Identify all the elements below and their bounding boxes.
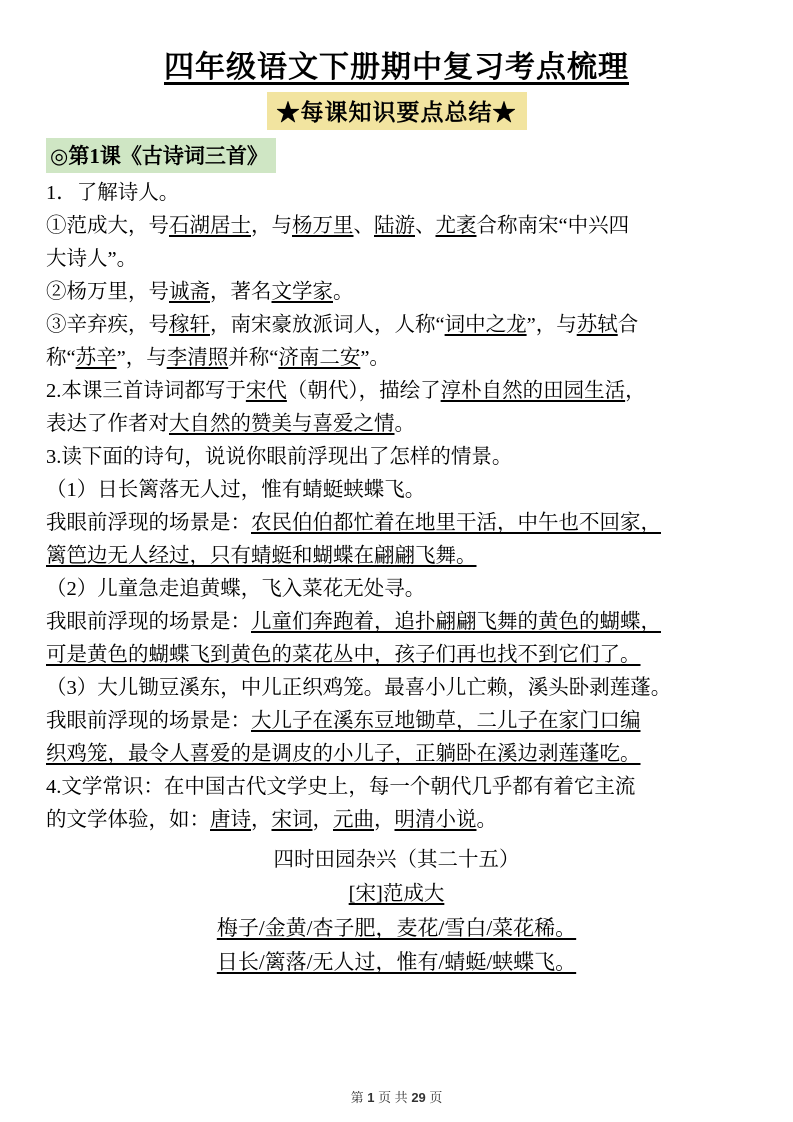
page-footer (0, 1087, 793, 1106)
poem-line-1-text: 梅子/金黄/杏子肥，麦花/雪白/菜花稀。 (216, 916, 577, 940)
t: 我眼前浮现的场景是： (46, 611, 251, 633)
t: 。 (394, 413, 415, 435)
t-underline: 诚斋 (169, 281, 210, 303)
footer-page-number: 1 (367, 1090, 375, 1105)
t: ，著名 (210, 281, 272, 303)
t: ， (374, 809, 395, 831)
t: 我眼前浮现的场景是： (46, 710, 251, 732)
answer-2-line2: 可是黄色的蝴蝶飞到黄色的菜花丛中，孩子们再也找不到它们了。 (46, 644, 641, 666)
t-underline: 宋词 (271, 809, 313, 831)
footer-prefix: 第 (350, 1090, 364, 1105)
poem-line-1 (46, 911, 747, 945)
t-underline: 儿童们奔跑着，追扑翩翩飞舞的黄色的蝴蝶， (251, 611, 661, 633)
lesson-heading: ◎第1课《古诗词三首》 (46, 138, 276, 173)
t-underline: 尤袤 (435, 215, 477, 237)
t: ①范成大，号 (46, 215, 169, 237)
t-underline: 明清小说 (394, 809, 477, 831)
t: 。 (476, 809, 497, 831)
footer-middle: 页 共 (378, 1090, 408, 1105)
t: 、 (415, 215, 436, 237)
t-underline: 苏轼 (576, 314, 618, 336)
t-underline: 大自然的赞美与喜爱之情 (169, 413, 395, 435)
t-underline: 词中之龙 (444, 314, 527, 336)
t: ，与 (251, 215, 292, 237)
t: 、 (353, 215, 374, 237)
t: ”，与 (116, 347, 167, 369)
poem-line-2 (46, 945, 747, 979)
item1-b (46, 276, 747, 309)
item1-a-cont: 大诗人”。 (46, 248, 138, 270)
t: ”。 (360, 347, 390, 369)
poem-title: 四时田园杂兴（其二十五） (273, 849, 520, 871)
poem-author (46, 877, 747, 911)
page-title: 四年级语文下册期中复习考点梳理 (164, 51, 629, 84)
t: 我眼前浮现的场景是： (46, 512, 251, 534)
t: 。 (333, 281, 354, 303)
answer-1-line1 (46, 507, 747, 540)
t: （朝代），描绘了 (286, 380, 441, 402)
item2-line1 (46, 375, 747, 408)
item1-c (46, 309, 747, 342)
t-underline: 大儿子在溪东豆地锄草，二儿子在家门口编 (251, 710, 641, 732)
t: 并称“ (228, 347, 279, 369)
t: 称“ (46, 347, 76, 369)
t-underline: 李清照 (166, 347, 229, 369)
t-underline: 苏辛 (75, 347, 117, 369)
t: ， (312, 809, 333, 831)
t: ， (251, 809, 272, 831)
poem-line-2-text: 日长/篱落/无人过，惟有/蜻蜓/蛱蝶飞。 (216, 950, 577, 974)
item1-c-cont (46, 342, 747, 375)
item1-a (46, 210, 747, 243)
answer-3-line1 (46, 705, 747, 738)
question-2: （2）儿童急走追黄蝶，飞入菜花无处寻。 (46, 578, 426, 600)
t: ，南宋豪放派词人，人称“ (210, 314, 445, 336)
question-3: （3）大儿锄豆溪东，中儿正织鸡笼。最喜小儿亡赖，溪头卧剥莲蓬。 (46, 677, 672, 699)
t-underline: 元曲 (333, 809, 374, 831)
t-underline: 石湖居士 (169, 215, 251, 237)
t: 2.本课三首诗词都写于 (46, 380, 246, 402)
footer-suffix: 页 (429, 1090, 443, 1105)
t: ②杨万里，号 (46, 281, 169, 303)
t-underline: 淳朴自然的田园生活 (440, 380, 626, 402)
answer-1-line2: 篱笆边无人经过，只有蜻蜓和蝴蝶在翩翩飞舞。 (46, 545, 477, 567)
t-underline: 宋代 (245, 380, 287, 402)
t-underline: 文学家 (271, 281, 333, 303)
t-underline: 农民伯伯都忙着在地里干活，中午也不回家， (251, 512, 661, 534)
subtitle-badge: ★每课知识要点总结★ (267, 92, 527, 130)
item4-line2 (46, 804, 747, 837)
t: 合 (617, 314, 639, 336)
footer-total-pages: 29 (411, 1090, 426, 1105)
t: ③辛弃疾，号 (46, 314, 169, 336)
t-underline: 稼轩 (169, 314, 210, 336)
t: 表达了作者对 (46, 413, 169, 435)
t: ”，与 (526, 314, 577, 336)
poem-author-text: [宋]范成大 (348, 883, 445, 905)
t: 的文学体验，如： (46, 809, 210, 831)
answer-3-line2: 织鸡笼，最令人喜爱的是调皮的小儿子，正躺卧在溪边剥莲蓬吃。 (46, 743, 641, 765)
item2-line2 (46, 408, 747, 441)
t: 合称南宋“中兴四 (476, 215, 630, 237)
item1-heading: 1．了解诗人。 (46, 182, 180, 204)
question-1: （1）日长篱落无人过，惟有蜻蜓蛱蝶飞。 (46, 479, 426, 501)
t-underline: 杨万里 (292, 215, 354, 237)
item4-line1: 4.文学常识：在中国古代文学史上，每一个朝代几乎都有着它主流 (46, 776, 636, 798)
lesson-heading-container (46, 138, 747, 173)
subtitle-container (46, 92, 747, 130)
t-underline: 济南二安 (278, 347, 361, 369)
answer-2-line1 (46, 606, 747, 639)
t-underline: 唐诗 (210, 809, 251, 831)
t: ， (625, 380, 646, 402)
t-underline: 陆游 (374, 215, 415, 237)
item3-heading: 3.读下面的诗句，说说你眼前浮现出了怎样的情景。 (46, 446, 513, 468)
